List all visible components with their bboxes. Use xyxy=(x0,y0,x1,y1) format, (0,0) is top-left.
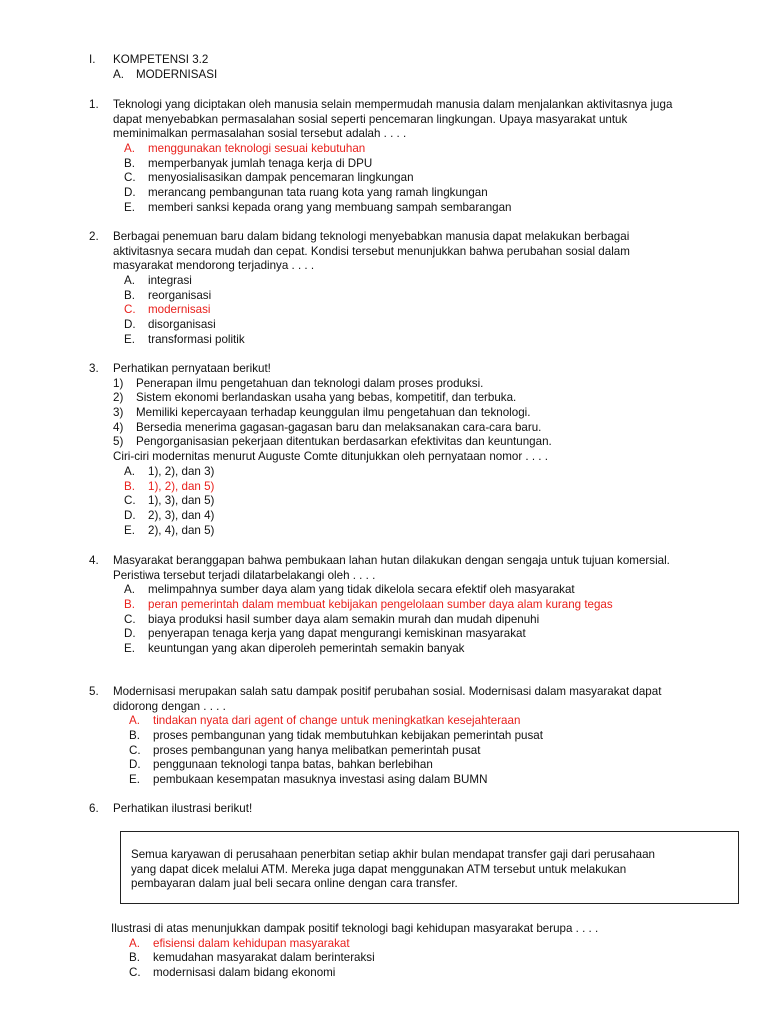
option-letter: A. xyxy=(129,936,140,950)
statement-text: Penerapan ilmu pengetahuan dan teknologi dalam proses produksi. xyxy=(136,376,484,390)
option-text: melimpahnya sumber daya alam yang tidak dikelola secara efektif oleh masyarakat xyxy=(148,583,575,597)
question-6 xyxy=(0,802,768,817)
section-title: KOMPETENSI 3.2 xyxy=(113,53,209,66)
option-letter: B. xyxy=(129,729,140,743)
option-letter: A. xyxy=(129,714,140,728)
question-text-line: aktivitasnya secara mudah dan cepat. Kondisi tersebut menunjukkan bahwa perubahan sosial dalam xyxy=(113,244,630,258)
illustration-text-line: yang dapat dicek melalui ATM. Mereka juga dapat menggunakan ATM tersebut untuk melakukan xyxy=(131,862,627,876)
question-number: 6. xyxy=(89,802,99,815)
option-text: 2), 4), dan 5) xyxy=(148,523,215,537)
option-d[interactable] xyxy=(0,186,768,201)
roman-numeral: I. xyxy=(89,53,96,66)
question-number: 4. xyxy=(89,554,99,567)
option-text: peran pemerintah dalam membuat kebijakan pengelolaan sumber daya alam kurang tegas xyxy=(148,598,613,612)
option-letter: C. xyxy=(129,966,141,980)
question-text-line: meminimalkan permasalahan sosial tersebut adalah . . . . xyxy=(113,127,407,141)
option-letter: D. xyxy=(124,318,136,332)
statement-text: Sistem ekonomi berlandaskan usaha yang bebas, kompetitif, dan terbuka. xyxy=(136,391,517,405)
option-text: 1), 2), dan 3) xyxy=(148,464,215,478)
question-text-line: dapat menyebabkan permasalahan sosial seperti pencemaran lingkungan. Upaya masyarakat untuk xyxy=(113,112,628,126)
subsection-title: MODERNISASI xyxy=(136,67,218,81)
option-text: transformasi politik xyxy=(148,332,245,346)
option-e[interactable] xyxy=(0,642,768,657)
option-a[interactable] xyxy=(0,583,768,598)
option-e[interactable] xyxy=(0,773,768,788)
option-b[interactable] xyxy=(0,598,768,613)
statement-item xyxy=(0,377,768,392)
option-letter: E. xyxy=(124,523,135,537)
statement-text: Pengorganisasian pekerjaan ditentukan berdasarkan efektivitas dan keuntungan. xyxy=(136,435,552,449)
question-text-line: Peristiwa tersebut terjadi dilatarbelakangi oleh . . . . xyxy=(113,568,376,582)
option-c[interactable] xyxy=(0,494,768,509)
statement-item xyxy=(0,421,768,436)
option-text: modernisasi xyxy=(148,303,211,317)
option-d[interactable] xyxy=(0,318,768,333)
option-letter: D. xyxy=(124,186,136,200)
option-b[interactable] xyxy=(0,289,768,304)
statement-number: 5) xyxy=(113,435,124,449)
option-letter: B. xyxy=(124,598,135,612)
option-letter: A. xyxy=(124,583,135,597)
question-text-line: Modernisasi merupakan salah satu dampak positif perubahan sosial. Modernisasi dalam masyarakat dapat xyxy=(113,685,662,698)
question-prompt: Ciri-ciri modernitas menurut Auguste Comte ditunjukkan oleh pernyataan nomor . . . . xyxy=(113,450,548,464)
option-text: menggunakan teknologi sesuai kebutuhan xyxy=(148,142,366,156)
option-text: reorganisasi xyxy=(148,288,212,302)
option-a[interactable] xyxy=(0,465,768,480)
option-text: proses pembangunan yang tidak membutuhkan kebijakan pemerintah pusat xyxy=(153,729,543,743)
option-a[interactable] xyxy=(0,937,768,952)
option-c[interactable] xyxy=(0,171,768,186)
statement-number: 2) xyxy=(113,391,124,405)
statement-number: 4) xyxy=(113,420,124,434)
option-b[interactable] xyxy=(0,157,768,172)
option-letter: D. xyxy=(124,627,136,641)
question-1 xyxy=(0,98,768,216)
subsection-letter: A. xyxy=(113,67,124,81)
option-letter: B. xyxy=(129,951,140,965)
option-letter: B. xyxy=(124,288,135,302)
question-number: 2. xyxy=(89,230,99,243)
question-3 xyxy=(0,362,768,538)
question-number: 3. xyxy=(89,362,99,375)
question-text-line: didorong dengan . . . . xyxy=(113,699,226,713)
option-d[interactable] xyxy=(0,509,768,524)
option-text: 1), 2), dan 5) xyxy=(148,479,215,493)
option-letter: C. xyxy=(124,494,136,508)
option-text: keuntungan yang akan diperoleh pemerintah semakin banyak xyxy=(148,642,465,656)
option-text: pembukaan kesempatan masuknya investasi asing dalam BUMN xyxy=(153,773,488,787)
option-letter: A. xyxy=(124,464,135,478)
option-e[interactable] xyxy=(0,333,768,348)
option-a[interactable] xyxy=(0,142,768,157)
question-text-line: Teknologi yang diciptakan oleh manusia selain mempermudah manusia dalam menjalankan aktivitasnya juga xyxy=(113,98,673,111)
option-text: merancang pembangunan tata ruang kota yang ramah lingkungan xyxy=(148,186,488,200)
question-text-line: masyarakat mendorong terjadinya . . . . xyxy=(113,259,315,273)
question-6-answers xyxy=(0,922,768,981)
statement-number: 1) xyxy=(113,376,124,390)
option-letter: C. xyxy=(124,612,136,626)
option-text: proses pembangunan yang hanya melibatkan pemerintah pusat xyxy=(153,743,481,757)
option-letter: B. xyxy=(124,156,135,170)
statement-item xyxy=(0,406,768,421)
question-number: 5. xyxy=(89,685,99,698)
option-text: integrasi xyxy=(148,274,192,288)
option-text: efisiensi dalam kehidupan masyarakat xyxy=(153,936,350,950)
option-letter: C. xyxy=(129,743,141,757)
option-letter: B. xyxy=(124,479,135,493)
option-letter: A. xyxy=(124,142,135,156)
option-text: 1), 3), dan 5) xyxy=(148,494,215,508)
statement-item xyxy=(0,435,768,450)
option-text: tindakan nyata dari agent of change untuk meningkatkan kesejahteraan xyxy=(153,714,521,728)
statement-text: Bersedia menerima gagasan-gagasan baru dan melaksanakan cara-cara baru. xyxy=(136,420,542,434)
statement-text: Memiliki kepercayaan terhadap keunggulan ilmu pengetahuan dan teknologi. xyxy=(136,406,531,420)
option-c[interactable] xyxy=(0,303,768,318)
question-4 xyxy=(0,554,768,657)
option-text: menyosialisasikan dampak pencemaran lingkungan xyxy=(148,171,414,185)
question-prompt: Ilustrasi di atas menunjukkan dampak positif teknologi bagi kehidupan masyarakat berupa . . . . xyxy=(111,922,599,935)
question-2 xyxy=(0,230,768,348)
question-number: 1. xyxy=(89,98,99,111)
option-c[interactable] xyxy=(0,744,768,759)
option-b[interactable] xyxy=(0,951,768,966)
option-letter: E. xyxy=(129,773,140,787)
option-b[interactable] xyxy=(0,480,768,495)
question-text-line: Perhatikan ilustrasi berikut! xyxy=(113,802,253,815)
question-text-line: Berbagai penemuan baru dalam bidang teknologi menyebabkan manusia dapat melakukan berbagai xyxy=(113,230,630,243)
question-text-line: Perhatikan pernyataan berikut! xyxy=(113,362,271,375)
option-letter: E. xyxy=(124,200,135,214)
option-letter: A. xyxy=(124,274,135,288)
option-text: penggunaan teknologi tanpa batas, bahkan berlebihan xyxy=(153,758,433,772)
option-text: penyerapan tenaga kerja yang dapat mengurangi kemiskinan masyarakat xyxy=(148,627,526,641)
option-text: memberi sanksi kepada orang yang membuang sampah sembarangan xyxy=(148,200,512,214)
option-d[interactable] xyxy=(0,758,768,773)
option-text: kemudahan masyarakat dalam berinteraksi xyxy=(153,951,375,965)
illustration-box xyxy=(120,831,739,904)
option-a[interactable] xyxy=(0,714,768,729)
option-text: biaya produksi hasil sumber daya alam semakin murah dan mudah dipenuhi xyxy=(148,612,540,626)
option-letter: D. xyxy=(124,508,136,522)
option-b[interactable] xyxy=(0,729,768,744)
option-e[interactable] xyxy=(0,201,768,216)
option-text: disorganisasi xyxy=(148,318,216,332)
option-c[interactable] xyxy=(0,966,768,981)
illustration-text-line: pembayaran dalam jual beli secara online dengan cara transfer. xyxy=(131,877,458,891)
option-letter: E. xyxy=(124,642,135,656)
option-e[interactable] xyxy=(0,524,768,539)
option-text: memperbanyak jumlah tenaga kerja di DPU xyxy=(148,156,373,170)
option-letter: C. xyxy=(124,303,136,317)
option-letter: E. xyxy=(124,332,135,346)
statement-item xyxy=(0,391,768,406)
illustration-text-line: Semua karyawan di perusahaan penerbitan setiap akhir bulan mendapat transfer gaji dari perusahaan xyxy=(131,848,655,861)
option-c[interactable] xyxy=(0,613,768,628)
option-letter: C. xyxy=(124,171,136,185)
statement-number: 3) xyxy=(113,406,124,420)
option-text: modernisasi dalam bidang ekonomi xyxy=(153,966,336,980)
question-5 xyxy=(0,685,768,788)
option-d[interactable] xyxy=(0,627,768,642)
option-text: 2), 3), dan 4) xyxy=(148,508,215,522)
section-heading xyxy=(0,53,768,82)
option-a[interactable] xyxy=(0,274,768,289)
option-letter: D. xyxy=(129,758,141,772)
question-text-line: Masyarakat beranggapan bahwa pembukaan lahan hutan dilakukan dengan sengaja untuk tujuan komersial. xyxy=(113,554,670,567)
